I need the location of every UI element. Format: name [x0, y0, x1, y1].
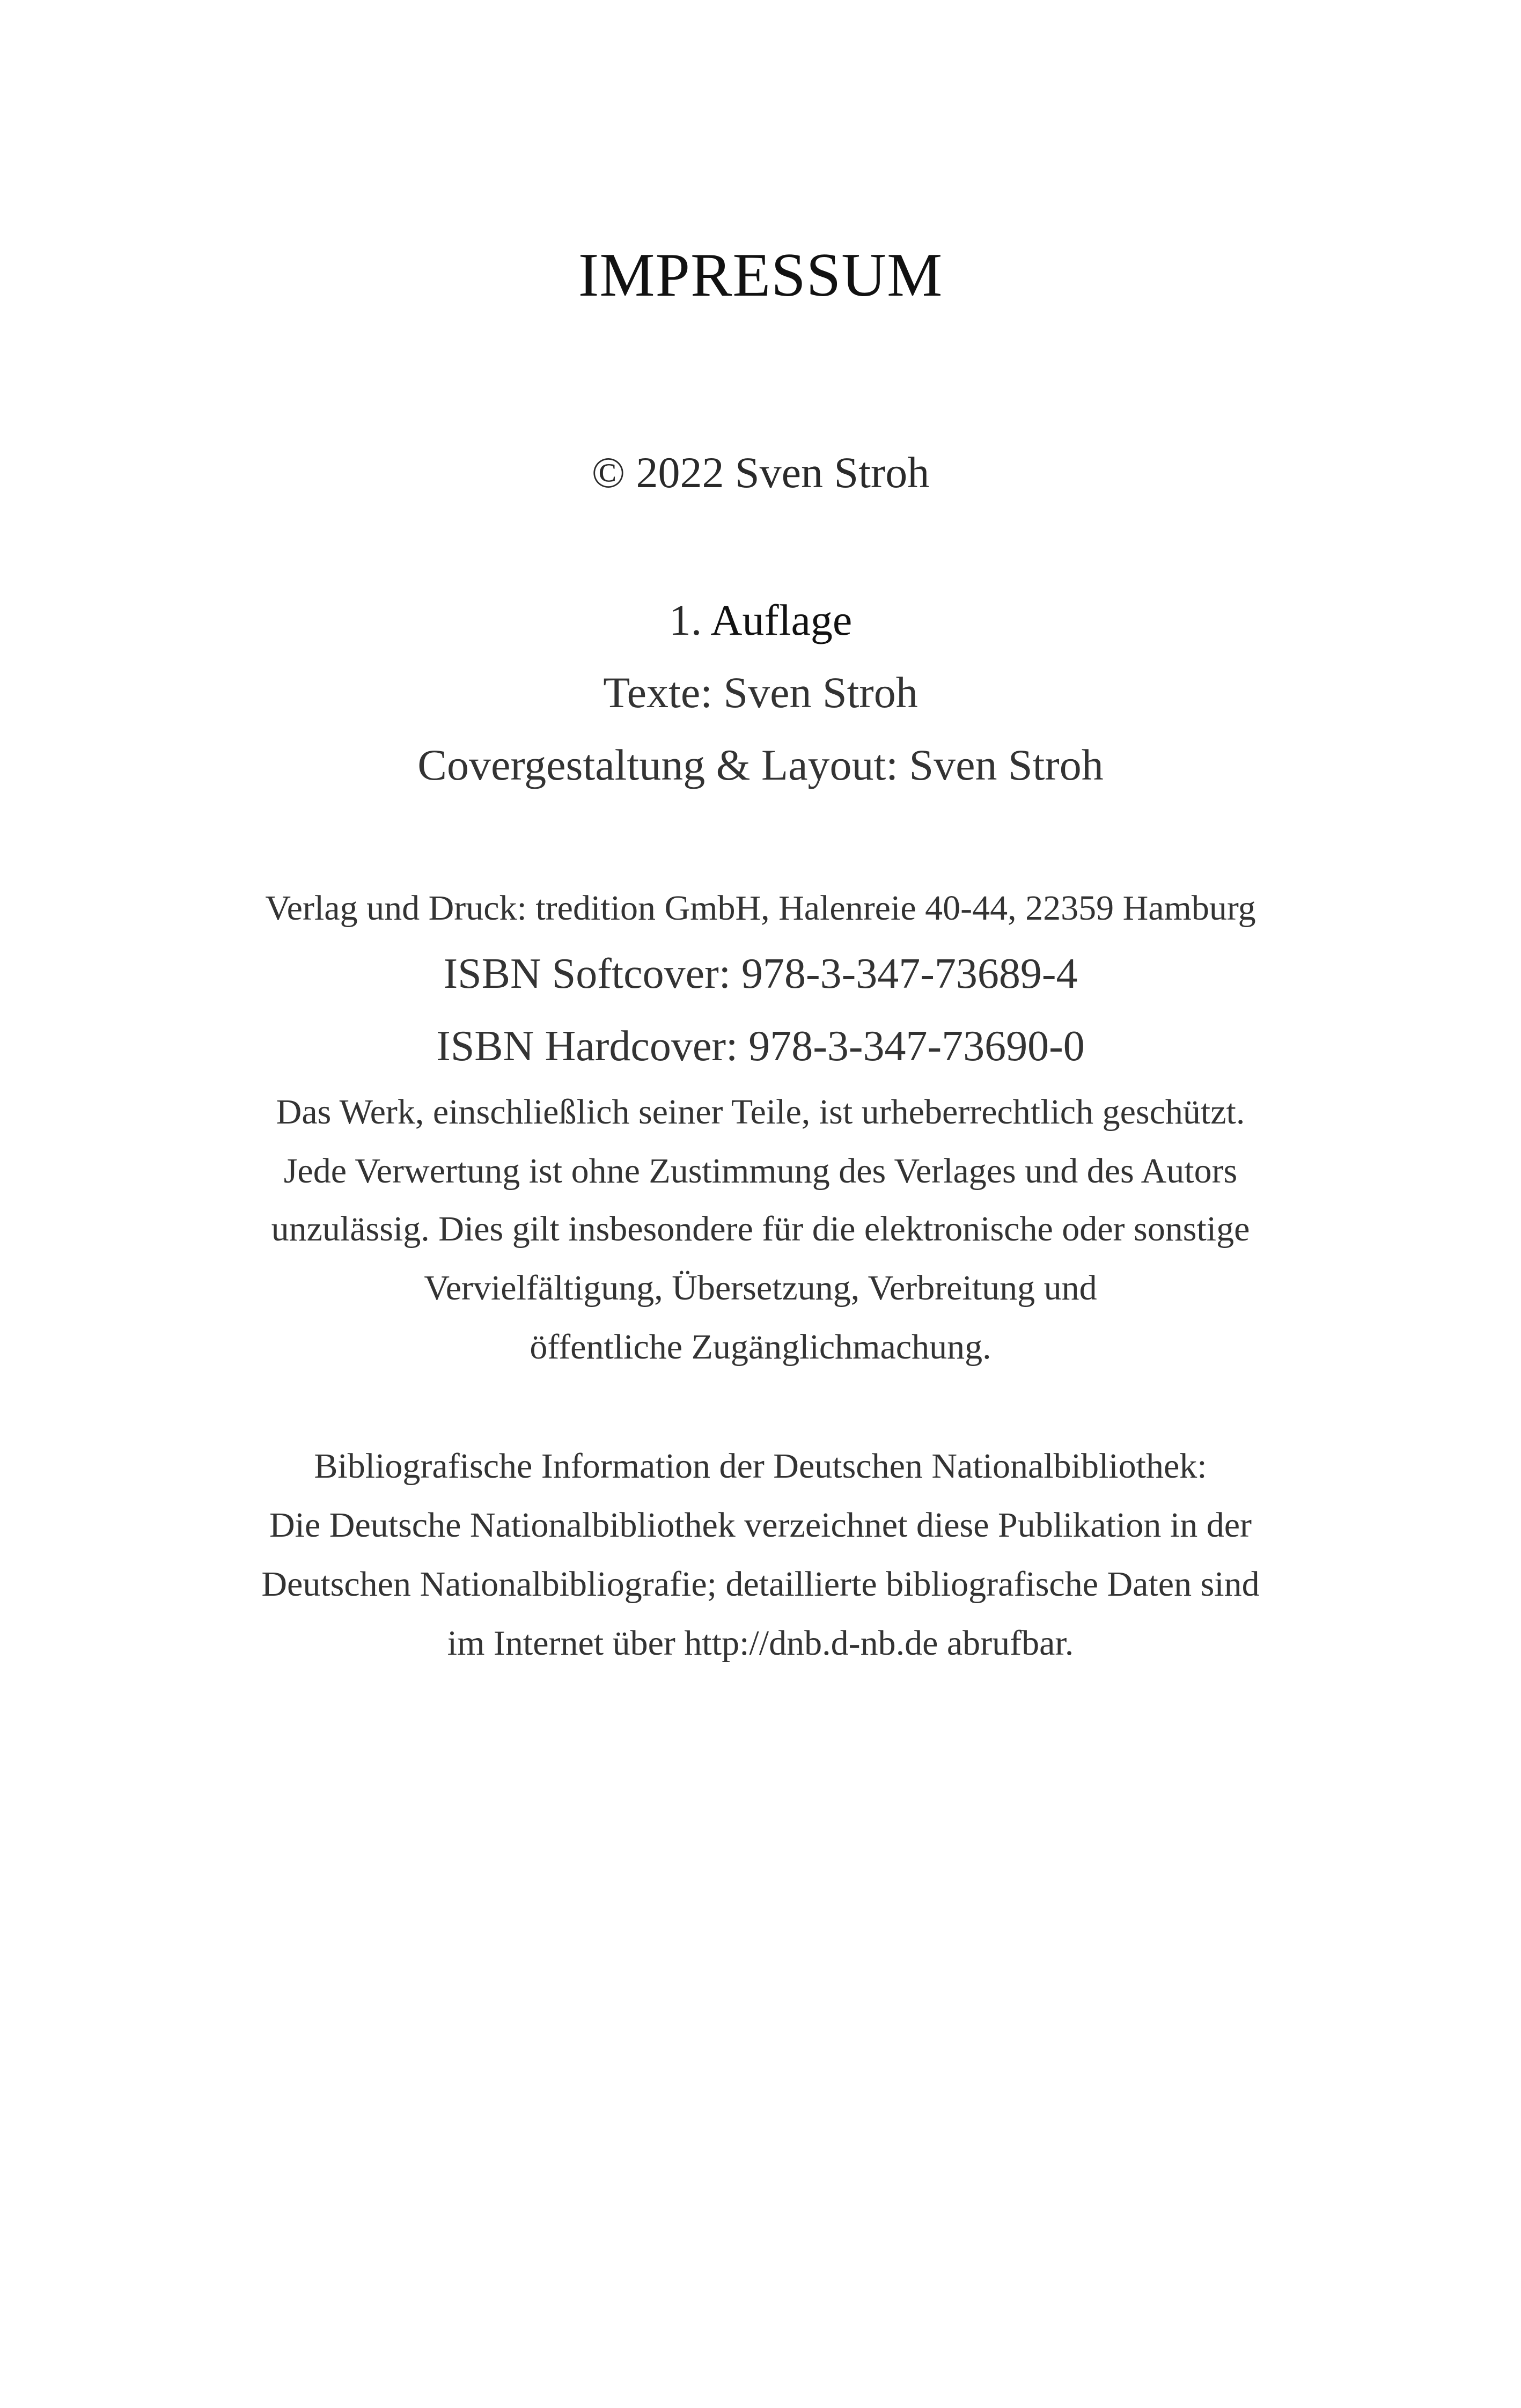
rights-line: Jede Verwertung ist ohne Zustimmung des Verlages und des Autors — [283, 1151, 1238, 1191]
page-title: IMPRESSUM — [578, 241, 943, 310]
cover-layout-credit: Covergestaltung & Layout: Sven Stroh — [417, 740, 1104, 789]
rights-line: Das Werk, einschließlich seiner Teile, ist urheberrechtlich geschützt. — [276, 1092, 1245, 1132]
bibliographic-line: im Internet über http://dnb.d-nb.de abrufbar. — [447, 1624, 1074, 1663]
publisher-info: Verlag und Druck: tredition GmbH, Halenreie 40-44, 22359 Hamburg — [265, 889, 1256, 928]
rights-line: Vervielfältigung, Übersetzung, Verbreitung und — [424, 1268, 1097, 1308]
edition-label: Auflage — [710, 596, 853, 644]
isbn-hardcover: ISBN Hardcover: 978-3-347-73690-0 — [436, 1023, 1085, 1070]
isbn-softcover: ISBN Softcover: 978-3-347-73689-4 — [443, 950, 1078, 997]
bibliographic-line: Bibliografische Information der Deutschen Nationalbibliothek: — [314, 1447, 1207, 1486]
rights-line: unzulässig. Dies gilt insbesondere für die elektronische oder sonstige — [271, 1209, 1250, 1249]
rights-line: öffentliche Zugänglichmachung. — [530, 1327, 991, 1367]
edition-line — [0, 598, 1521, 642]
author-credit: Texte: Sven Stroh — [603, 668, 918, 717]
bibliographic-line: Die Deutsche Nationalbibliothek verzeichnet diese Publikation in der — [269, 1506, 1252, 1545]
edition-number: 1. — [668, 596, 702, 644]
bibliographic-line: Deutschen Nationalbibliografie; detaillierte bibliografische Daten sind — [261, 1565, 1260, 1604]
copyright-notice: © 2022 Sven Stroh — [591, 448, 930, 497]
